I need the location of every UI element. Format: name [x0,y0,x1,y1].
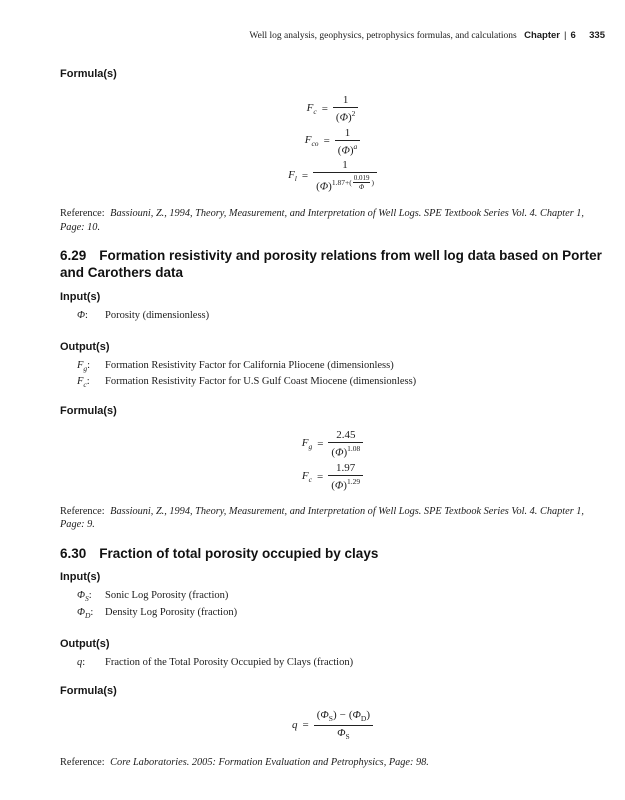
formula-fc [60,94,605,124]
formulas-heading: Formula(s) [60,68,117,80]
variable-subscript: c [308,474,312,484]
fraction [313,159,377,193]
phi-symbol: Φ [334,479,344,492]
close-paren: ) [343,446,348,459]
symbol-subscript: S [328,714,333,724]
symbol [77,606,105,621]
colon: : [90,606,94,618]
page-header [60,30,605,41]
output-item [60,656,605,671]
phi-symbol: Φ [337,726,346,739]
formula-lhs [305,134,319,148]
colon: : [82,656,86,668]
equals-sign: = [323,135,330,148]
phi-symbol: Φ [77,309,85,321]
outputs-heading: Output(s) [60,637,110,650]
formula-lhs [302,470,312,484]
symbol-subscript: D [360,714,367,724]
variable-subscript: co [311,139,319,149]
q-symbol: q [292,719,298,732]
symbol [77,309,105,324]
page-number: 335 [589,30,605,41]
input-item [60,589,605,604]
formula-fl [60,159,605,193]
phi-symbol: Φ [339,111,348,124]
phi-symbol: Φ [352,709,361,722]
fraction-numerator: 1 [342,94,349,106]
chapter-separator: | [564,30,567,41]
fraction [328,462,363,492]
symbol [77,656,105,671]
fraction-numerator [314,709,373,724]
formulas-heading: Formula(s) [60,685,117,698]
fraction-numerator: 2.45 [336,429,356,442]
section-number: 6.30 [60,545,87,561]
fraction-numerator: 1 [344,126,351,139]
phi-symbol: Φ [341,144,350,157]
variable: F [77,359,84,371]
open-paren: ( [331,479,335,492]
variable: F [288,169,295,182]
running-title: Well log analysis, geophysics, petrophysics formulas, and calculations [249,31,517,41]
inputs-heading: Input(s) [60,290,101,303]
symbol-subscript: g [83,363,88,373]
equals-sign: = [317,470,324,483]
close-paren: ) [328,180,332,193]
phi-symbol: Φ [77,606,85,618]
reference-text: Bassiouni, Z., 1994, Theory, Measurement, and Interpretation of Well Logs. SPE Textbook Series Vol. 4. Chapter 1, Page: 9. [60,505,584,531]
formula-fg [60,429,605,459]
minus-sign: − [339,709,346,722]
fraction-denominator [314,725,373,741]
fraction-denominator [313,172,377,193]
exponent: 2 [351,109,356,118]
reference-630 [60,756,605,770]
fraction [335,127,360,157]
formula-group [60,709,605,740]
variable: F [306,101,314,114]
phi-symbol: Φ [335,446,344,459]
symbol [77,359,105,374]
exponent: 1.08 [347,444,361,454]
exponent: a [353,141,358,151]
colon: : [86,376,90,388]
open-paren: ( [316,709,321,722]
open-paren: ( [331,446,336,459]
output-description: Formation Resistivity Factor for U.S Gulf Coast Miocene (dimensionless) [105,376,417,388]
symbol-subscript: S [345,731,350,741]
formula-group [60,429,605,491]
reference-629 [60,505,605,532]
equals-sign: = [301,170,309,183]
formula-q [60,709,605,740]
variable: F [304,134,312,147]
fraction-numerator: 1.97 [336,461,356,474]
fraction [328,429,363,459]
symbol [77,589,105,604]
section-title: Formation resistivity and porosity relations from well log data based on Porter and Carothers data [60,248,602,281]
exponent-fraction-denominator: Φ [358,183,365,192]
close-paren: ) [332,709,337,722]
variable: F [301,469,309,482]
output-description: Fraction of the Total Porosity Occupied by Clays (fraction) [105,656,354,668]
exponent: 1.29 [346,476,361,486]
close-paren: ) [366,709,370,722]
equals-sign: = [321,102,328,115]
input-item [60,309,605,324]
symbol-subscript: c [83,380,87,390]
symbol [77,375,105,390]
variable-subscript: c [313,106,317,116]
close-paren: ) [371,178,374,188]
fraction [314,709,373,740]
fraction [333,94,358,124]
symbol-subscript: D [85,610,91,620]
open-paren: ( [316,180,320,193]
close-paren: ) [349,144,354,157]
open-paren: ( [349,178,352,188]
reference-text: Core Laboratories. 2005: Formation Evaluation and Petrophysics, Page: 98. [110,756,429,768]
input-description: Porosity (dimensionless) [105,309,210,321]
open-paren: ( [348,709,353,722]
reference-628 [60,207,605,234]
input-description: Sonic Log Porosity (fraction) [105,589,229,601]
section-heading-6-29 [60,247,605,282]
open-paren: ( [337,144,342,157]
outputs-heading: Output(s) [60,340,110,353]
input-item [60,606,605,621]
variable-subscript: g [308,442,313,452]
formula-lhs [302,437,312,451]
section-number: 6.29 [60,248,87,264]
section-title: Fraction of total porosity occupied by clays [99,545,379,561]
exponent-fraction [353,174,371,191]
formula-fc [60,462,605,492]
output-description: Formation Resistivity Factor for California Pliocene (dimensionless) [105,359,394,371]
close-paren: ) [343,479,347,492]
output-item [60,375,605,390]
q-symbol: q [77,656,83,668]
section-heading-6-30 [60,545,605,562]
colon: : [85,309,88,321]
fraction-denominator [333,107,358,124]
reference-label: Reference: [60,756,105,768]
formula-fco [60,127,605,157]
fraction-numerator: 1 [342,159,348,172]
exponent [331,174,374,192]
formulas-heading: Formula(s) [60,405,117,418]
open-paren: ( [335,111,340,124]
fraction-denominator [335,140,360,157]
formula-lhs [307,102,317,116]
reference-label: Reference: [60,505,105,517]
colon: : [87,359,91,371]
phi-symbol: Φ [77,589,85,601]
chapter-label: Chapter [524,30,560,41]
formula-group [60,94,605,193]
variable: F [301,436,309,449]
reference-text: Bassiouni, Z., 1994, Theory, Measurement, and Interpretation of Well Logs. SPE Textbook Series Vol. 4. Chapter 1, Page: 10. [60,207,584,233]
variable: F [77,376,84,388]
chapter-number: 6 [570,30,576,41]
reference-label: Reference: [60,207,105,219]
fraction-denominator [328,442,363,459]
formula-lhs [288,169,297,183]
symbol-subscript: S [85,594,89,604]
colon: : [88,589,92,601]
exponent-fraction-numerator: 0.019 [353,174,370,183]
output-item [60,359,605,374]
input-description: Density Log Porosity (fraction) [105,606,238,618]
formula-lhs [292,719,298,731]
equals-sign: = [317,438,324,451]
variable-subscript: l [294,174,297,184]
exponent-prefix: 1.87+ [331,178,350,188]
close-paren: ) [347,111,352,124]
inputs-heading: Input(s) [60,570,101,583]
fraction-denominator [328,475,363,492]
equals-sign: = [302,719,309,732]
phi-symbol: Φ [319,180,329,193]
phi-symbol: Φ [320,709,329,722]
